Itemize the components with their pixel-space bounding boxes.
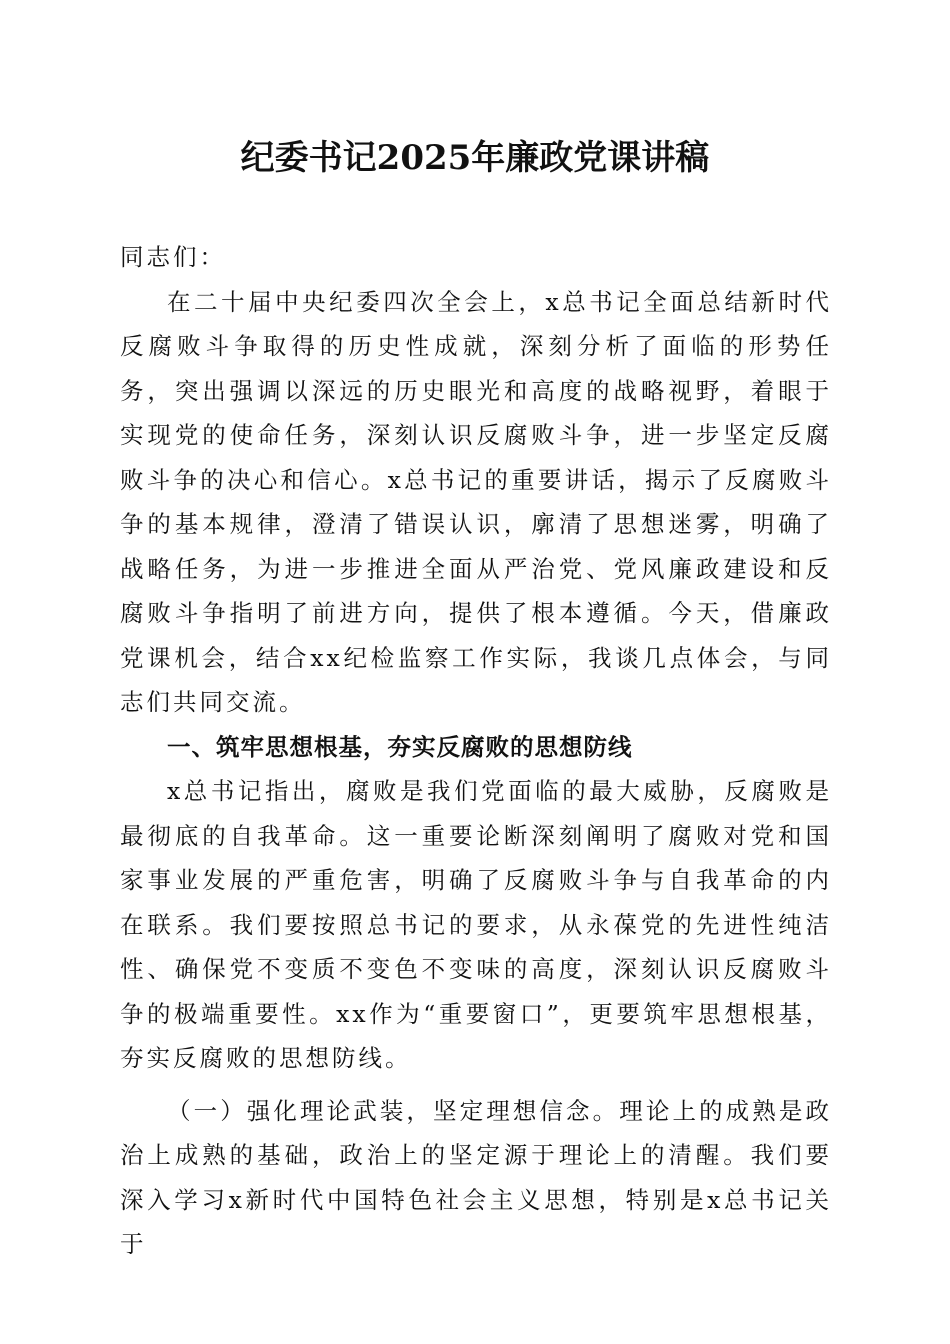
salutation: 同志们：: [120, 243, 226, 271]
subsection-paragraph: （一）强化理论武装，坚定理想信念。理论上的成熟是政治上成熟的基础，政治上的坚定源于理论上的清醒。我们要深入学习x新时代中国特色社会主义思想，特别是x总书记关于: [120, 1096, 832, 1258]
document-title: 纪委书记2025年廉政党课讲稿: [240, 138, 710, 178]
document-body: [120, 235, 832, 1267]
section-paragraph: x总书记指出，腐败是我们党面临的最大威胁，反腐败是最彻底的自我革命。这一重要论断深刻阐明了腐败对党和国家事业发展的严重危害，明确了反腐败斗争与自我革命的内在联系。我们要按照总书记的要求，从永葆党的先进性纯洁性、确保党不变质不变色不变味的高度，深刻认识反腐败斗争的极端重要性。xx作为“重要窗口”，更要筑牢思想根基，夯实反腐败的思想防线。: [120, 777, 832, 1072]
section-heading: 一、筑牢思想根基，夯实反腐败的思想防线: [167, 732, 633, 761]
intro-paragraph: 在二十届中央纪委四次全会上，x总书记全面总结新时代反腐败斗争取得的历史性成就，深刻分析了面临的形势任务，突出强调以深远的历史眼光和高度的战略视野，着眼于实现党的使命任务，深刻认识反腐败斗争，进一步坚定反腐败斗争的决心和信心。x总书记的重要讲话，揭示了反腐败斗争的基本规律，澄清了错误认识，廓清了思想迷雾，明确了战略任务，为进一步推进全面从严治党、党风廉政建设和反腐败斗争指明了前进方向，提供了根本遵循。今天，借廉政党课机会，结合xx纪检监察工作实际，我谈几点体会，与同志们共同交流。: [120, 287, 832, 716]
